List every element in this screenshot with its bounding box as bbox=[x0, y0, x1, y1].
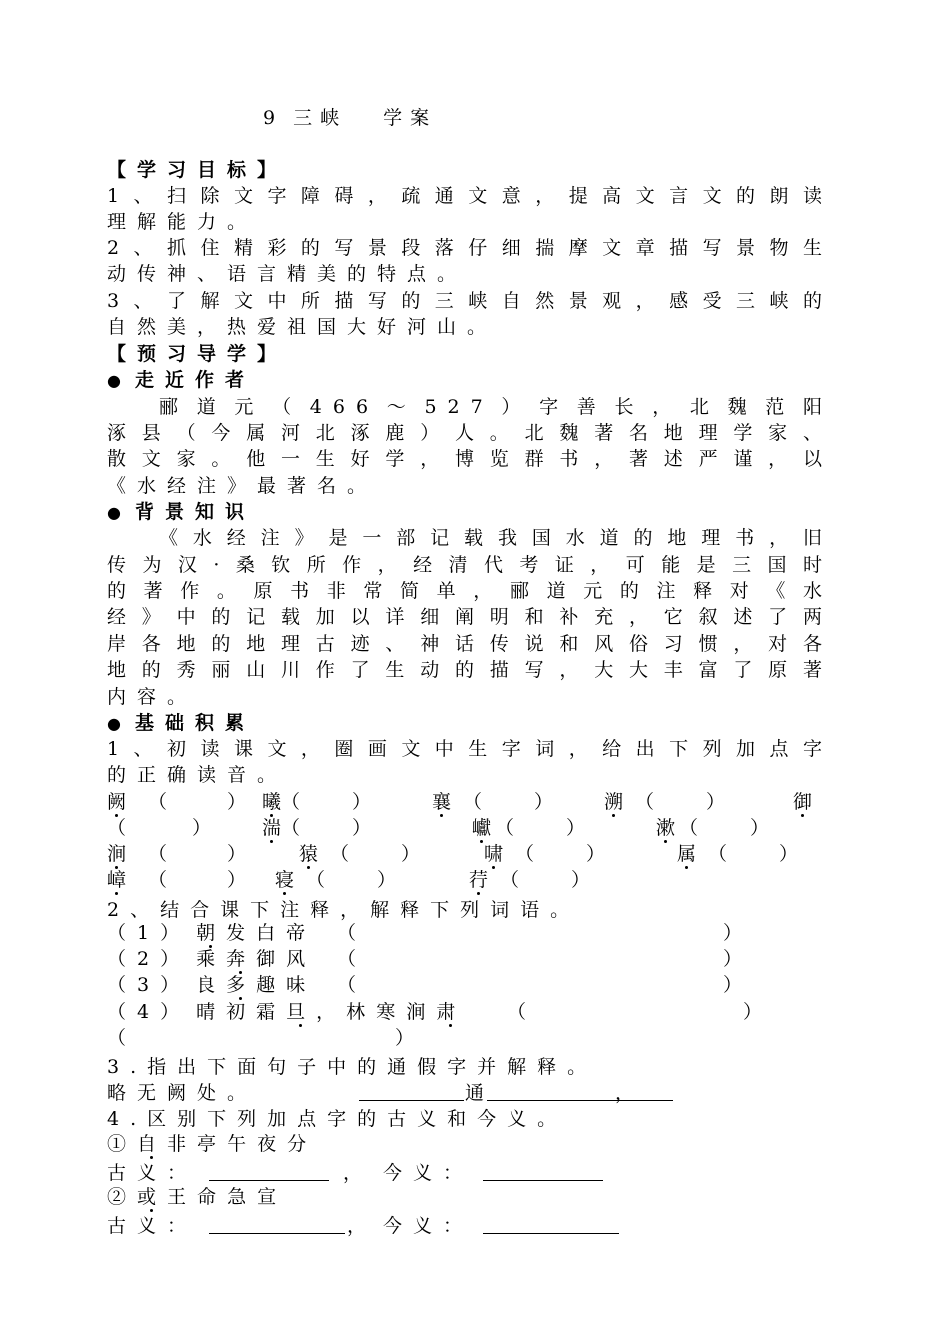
question-4-head: 4.区别下列加点字的古义和今义。 bbox=[107, 1108, 568, 1130]
author-header: ● 走近作者 bbox=[107, 369, 255, 391]
background-line-5: 岸各地的地理古迹、神话传说和风俗习惯，对各 bbox=[107, 633, 833, 655]
background-header: ● 背景知识 bbox=[107, 501, 255, 523]
question-1-line-a: 1、初读课文，圈画文中生字词，给出下列加点字 bbox=[107, 738, 833, 760]
answer-blank[interactable] bbox=[209, 1215, 345, 1234]
dotted-char: 多 bbox=[226, 974, 257, 996]
dotted-char: 肃 bbox=[436, 1001, 467, 1023]
author-line-1: 郦道元（466～527）字善长，北魏范阳 bbox=[159, 396, 833, 418]
dotted-char: 漱 bbox=[656, 817, 676, 839]
dotted-char: 曦 bbox=[262, 791, 282, 813]
goal-2-line-b: 动传神、语言精美的特点。 bbox=[107, 263, 468, 285]
dotted-char: 御 bbox=[793, 791, 813, 813]
q2-item-4-cont: （ ） bbox=[107, 1027, 415, 1049]
goal-3-line-b: 自然美，热爱祖国大好河山。 bbox=[107, 316, 498, 338]
dotted-char: 或 bbox=[137, 1186, 168, 1208]
dotted-char: 旦 bbox=[286, 1001, 317, 1023]
dotted-char: 荇 bbox=[469, 869, 489, 891]
preview-header: 【预习导学】 bbox=[107, 343, 288, 365]
background-line-3: 的著作。原书非常简单，郦道元的注释对《水 bbox=[107, 580, 833, 602]
q4-item-1: ①自非亭午夜分 bbox=[107, 1133, 318, 1155]
q4-item-1-answers: 古义： ， 今义： bbox=[107, 1160, 833, 1186]
dotted-char: 涧 bbox=[107, 843, 127, 865]
author-line-3: 散文家。他一生好学，博览群书，著述严谨，以 bbox=[107, 448, 833, 470]
dotted-char: 朝 bbox=[196, 922, 227, 944]
bullet-icon: ● bbox=[107, 503, 121, 522]
goal-3-line-a: 3、了解文中所描写的三峡自然景观，感受三峡的 bbox=[107, 290, 833, 312]
background-line-7: 内容。 bbox=[107, 686, 198, 708]
dotted-char: 奔 bbox=[226, 948, 257, 970]
background-line-1: 《水经注》是一部记载我国水道的地理书，旧 bbox=[159, 527, 833, 549]
background-line-6: 地的秀丽山川作了生动的描写，大大丰富了原著 bbox=[107, 659, 833, 681]
dotted-char: 啸 bbox=[484, 843, 504, 865]
q2-item-3: （3） 良多趣味 （ ） bbox=[107, 974, 743, 996]
q2-item-1: （1） 朝发白帝 （ ） bbox=[107, 922, 743, 944]
goal-1-line-b: 理解能力。 bbox=[107, 211, 258, 233]
goal-2-line-a: 2、抓住精彩的写景段落仔细揣摩文章描写景物生 bbox=[107, 237, 833, 259]
dotted-char: 溯 bbox=[604, 791, 624, 813]
background-line-2: 传为汉·桑钦所作，经清代考证，可能是三国时 bbox=[107, 554, 833, 576]
pron-row-2: （ ） 湍（ ） 巘 （ ） 漱 （ ） bbox=[107, 817, 770, 839]
answer-blank[interactable] bbox=[359, 1082, 464, 1101]
dotted-char: 自 bbox=[137, 1133, 168, 1155]
dotted-char: 嶂 bbox=[107, 869, 127, 891]
lesson-number: 9 bbox=[263, 107, 284, 129]
lesson-name: 三峡 bbox=[293, 107, 348, 129]
dotted-char: 巘 bbox=[472, 817, 492, 839]
author-line-2: 涿县（今属河北涿鹿）人。北魏著名地理学家、 bbox=[107, 422, 833, 444]
dotted-char: 襄 bbox=[432, 791, 452, 813]
q4-item-2-answers: 古义： ， 今义： bbox=[107, 1213, 833, 1239]
background-line-4: 经》中的记载加以详细阐明和补充，它叙述了两 bbox=[107, 606, 833, 628]
dotted-char: 属 bbox=[677, 843, 697, 865]
pron-row-1: 阙 （ ） 曦（ ） 襄 （ ） 溯 （ ） 御 bbox=[107, 791, 813, 813]
basic-header: ● 基础积累 bbox=[107, 712, 255, 734]
dotted-char: 阙 bbox=[107, 791, 127, 813]
page-title bbox=[263, 103, 437, 130]
goal-1-line-a: 1、扫除文字障碍，疏通文意，提高文言文的朗读 bbox=[107, 185, 833, 207]
question-3-head: 3.指出下面句子中的通假字并解释。 bbox=[107, 1056, 598, 1078]
q2-item-2: （2） 乘奔御风 （ ） bbox=[107, 948, 743, 970]
dotted-char: 猿 bbox=[299, 843, 319, 865]
pron-row-4: 嶂 （ ） 寝 （ ） 荇 （ ） bbox=[107, 869, 591, 891]
answer-blank[interactable] bbox=[483, 1162, 603, 1181]
dotted-char: 湍 bbox=[262, 817, 282, 839]
answer-blank[interactable] bbox=[483, 1215, 619, 1234]
q2-item-4: （4） 晴初霜旦，林寒涧肃 （ ） bbox=[107, 1001, 763, 1023]
answer-blank[interactable] bbox=[209, 1162, 329, 1181]
lesson-kind: 学案 bbox=[383, 107, 438, 129]
q4-item-2: ②或王命急宣 bbox=[107, 1186, 288, 1208]
q3-answer-line: 略无阙处。 通 ， bbox=[107, 1080, 833, 1106]
answer-blank[interactable] bbox=[569, 1082, 673, 1101]
pron-row-3: 涧 （ ） 猿 （ ） 啸 （ ） 属 （ ） bbox=[107, 843, 799, 865]
bullet-icon: ● bbox=[107, 714, 121, 733]
bullet-icon: ● bbox=[107, 371, 121, 390]
dotted-char: 寝 bbox=[275, 869, 295, 891]
question-2-head: 2、结合课下注释，解释下列词语。 bbox=[107, 899, 581, 921]
question-1-line-b: 的正确读音。 bbox=[107, 764, 288, 786]
goals-header: 【学习目标】 bbox=[107, 159, 288, 181]
author-line-4: 《水经注》最著名。 bbox=[107, 475, 378, 497]
